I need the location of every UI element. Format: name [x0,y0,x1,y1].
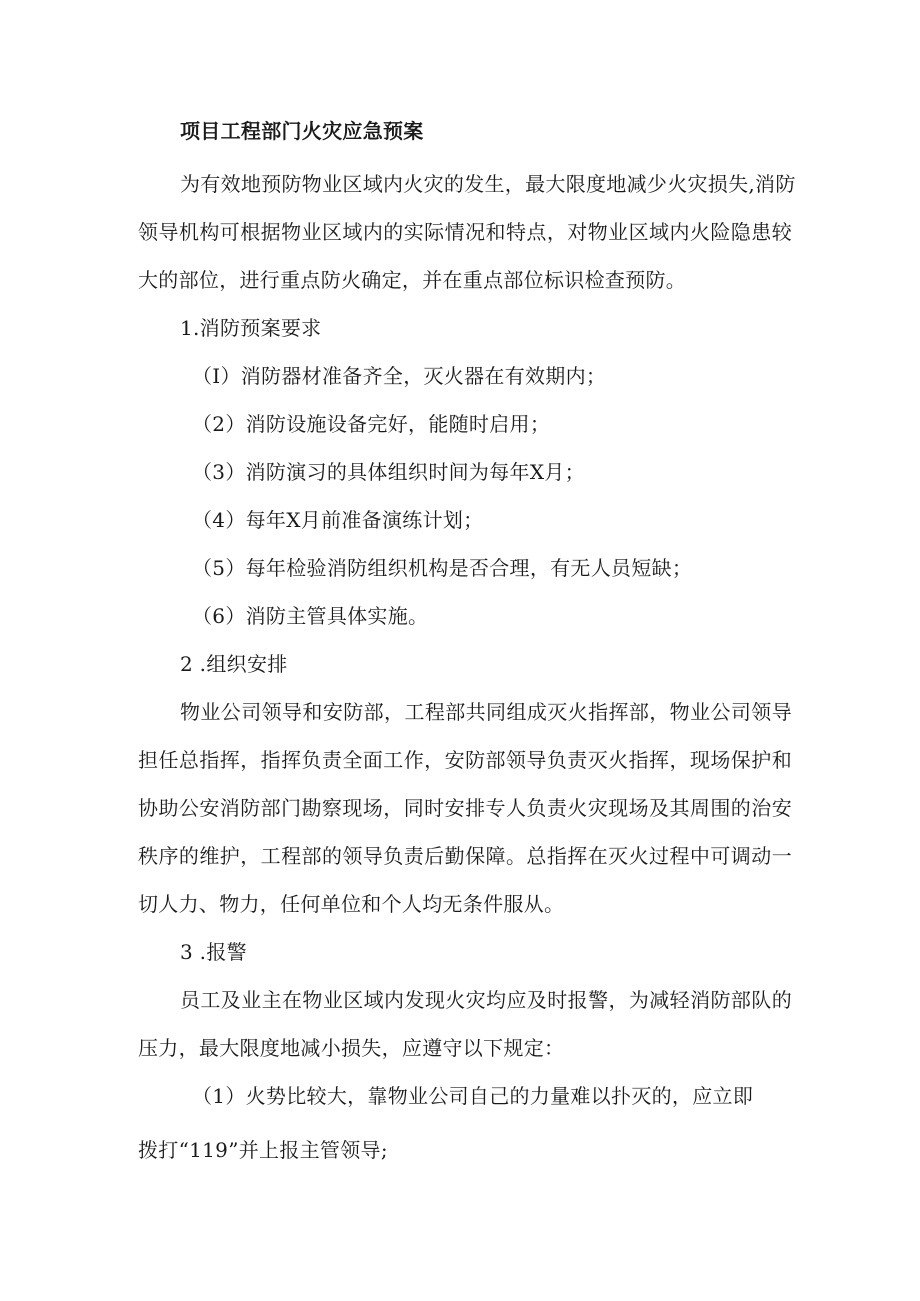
section2-heading: 2 .组织安排 [180,652,288,676]
section2-line-1: 物业公司领导和安防部，工程部共同组成灭火指挥部，物业公司领导 [180,700,792,724]
section1-item-3: （3）消防演习的具体组织时间为每年X月； [192,460,585,484]
intro-line-3: 大的部位，进行重点防火确定，并在重点部位标识检查预防。 [138,268,687,292]
section3-heading: 3 .报警 [180,940,247,964]
section2-line-5: 切人力、物力，任何单位和个人均无条件服从。 [138,892,565,916]
section2-line-4: 秩序的维护，工程部的领导负责后勤保障。总指挥在灭火过程中可调动一 [138,844,792,868]
section3-item-1: （1）火势比较大，靠物业公司自己的力量难以扑灭的，应立即 [192,1084,754,1108]
section1-item-5: （5）每年检验消防组织机构是否合理，有无人员短缺； [192,556,693,580]
intro-line-1: 为有效地预防物业区域内火灾的发生，最大限度地减少火灾损失,消防 [180,172,796,196]
intro-line-2: 领导机构可根据物业区域内的实际情况和特点，对物业区域内火险隐患较 [138,220,792,244]
section1-heading: 1.消防预案要求 [180,316,322,340]
section3-line-1: 员工及业主在物业区域内发现火灾均应及时报警，为减轻消防部队的 [180,988,792,1012]
section1-item-1: （I）消防器材准备齐全，灭火器在有效期内； [192,364,607,388]
section3-line-2: 压力，最大限度地减小损失，应遵守以下规定： [138,1036,565,1060]
section2-line-3: 协助公安消防部门勘察现场，同时安排专人负责火灾现场及其周围的治安 [138,796,792,820]
section1-item-4: （4）每年X月前准备演练计划； [192,508,484,532]
section1-item-6: （6）消防主管具体实施。 [192,604,429,628]
section2-line-2: 担任总指挥，指挥负责全面工作，安防部领导负责灭火指挥，现场保护和 [138,748,792,772]
section1-item-2: （2）消防设施设备完好，能随时启用； [192,412,551,436]
document-title: 项目工程部门火灾应急预案 [180,119,424,143]
section3-item-1-continued: 拨打“119”并上报主管领导; [138,1138,388,1162]
